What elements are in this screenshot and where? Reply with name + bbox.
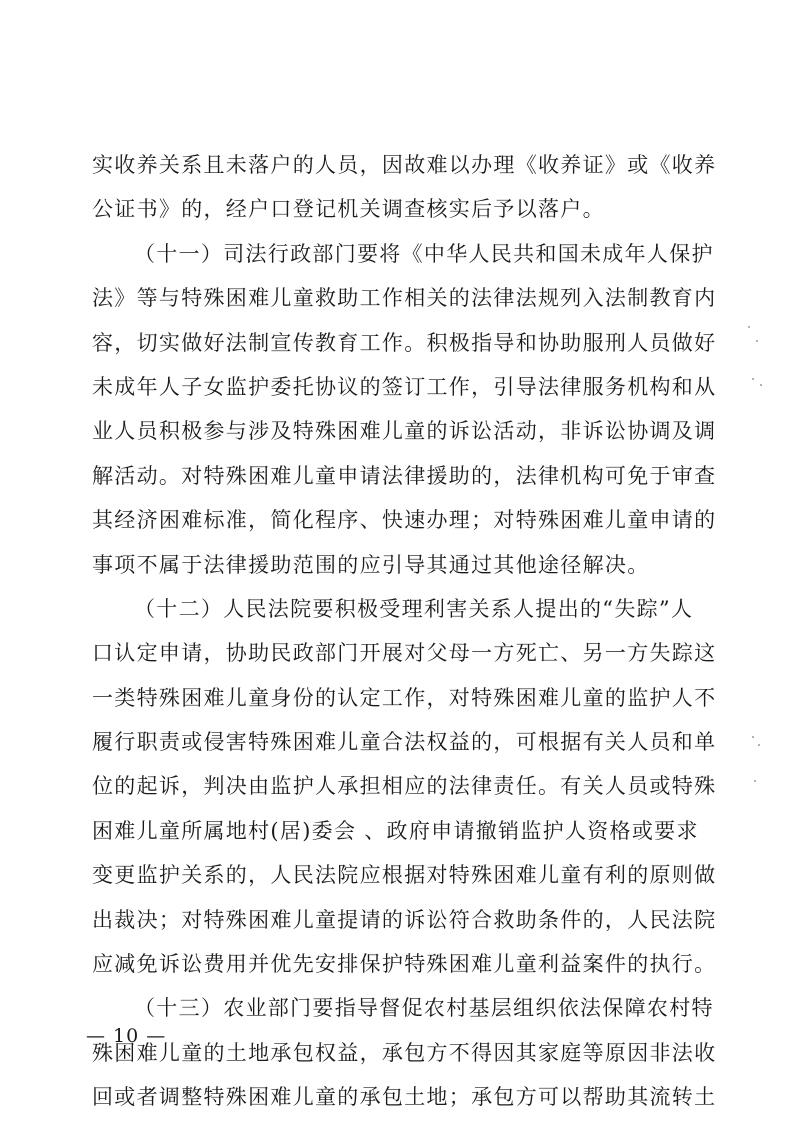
scan-speck bbox=[758, 744, 760, 746]
text-line: 事项不属于法律援助范围的应引导其通过其他途径解决。 bbox=[92, 552, 650, 577]
scan-speck bbox=[752, 378, 754, 380]
text-line: 出裁决；对特殊困难儿童提请的诉讼符合救助条件的，人民法院 bbox=[92, 907, 717, 932]
paragraph-start-line: （十一）司法行政部门要将《中华人民共和国未成年人保护 bbox=[134, 241, 714, 266]
text-line: 殊困难儿童的土地承包权益，承包方不得因其家庭等原因非法收 bbox=[92, 1040, 717, 1065]
text-line: 实收养关系且未落户的人员，因故难以办理《收养证》或《收养 bbox=[92, 153, 717, 177]
paragraph-start-line: （十三）农业部门要指导督促农村基层组织依法保障农村特 bbox=[134, 996, 714, 1021]
text-line: 容，切实做好法制宣传教育工作。积极指导和协助服刑人员做好 bbox=[92, 330, 717, 355]
text-line: 其经济困难标准，简化程序、快速办理；对特殊困难儿童申请的 bbox=[92, 508, 717, 533]
paragraph-start-line: （十二）人民法院要积极受理利害关系人提出的“失踪”人 bbox=[134, 596, 694, 621]
text-line: 困难儿童所属地村(居)委会 、政府申请撤销监护人资格或要求 bbox=[92, 818, 699, 843]
text-line: 履行职责或侵害特殊困难儿童合法权益的，可根据有关人员和单 bbox=[92, 730, 717, 755]
text-line: 一类特殊困难儿童身份的认定工作，对特殊困难儿童的监护人不 bbox=[92, 685, 717, 710]
text-line: 位的起诉，判决由监护人承担相应的法律责任。有关人员或特殊 bbox=[92, 774, 717, 799]
scan-speck bbox=[756, 340, 758, 342]
scan-speck bbox=[748, 326, 750, 328]
text-line: 解活动。对特殊困难儿童申请法律援助的，法律机构可免于审查 bbox=[92, 463, 717, 488]
text-line: 口认定申请，协助民政部门开展对父母一方死亡、另一方失踪这 bbox=[92, 641, 717, 666]
text-line: 应减免诉讼费用并优先安排保护特殊困难儿童利益案件的执行。 bbox=[92, 952, 717, 977]
text-line: 变更监护关系的，人民法院应根据对特殊困难儿童有利的原则做 bbox=[92, 863, 717, 888]
text-line: 公证书》的，经户口登记机关调查核实后予以落户。 bbox=[92, 197, 605, 222]
text-line: 法》等与特殊困难儿童救助工作相关的法律法规列入法制教育内 bbox=[92, 286, 717, 311]
text-line: 未成年人子女监护委托协议的签订工作，引导法律服务机构和从 bbox=[92, 374, 717, 399]
text-line: 业人员积极参与涉及特殊困难儿童的诉讼活动，非诉讼协调及调 bbox=[92, 419, 717, 444]
scan-speck bbox=[752, 736, 754, 738]
body-text bbox=[92, 143, 717, 1120]
scan-speck bbox=[760, 384, 762, 386]
scan-speck bbox=[754, 780, 756, 782]
page-number: — 10 — bbox=[86, 1025, 167, 1047]
text-line: 回或者调整特殊困难儿童的承包土地；承包方可以帮助其流转土 bbox=[92, 1085, 717, 1110]
